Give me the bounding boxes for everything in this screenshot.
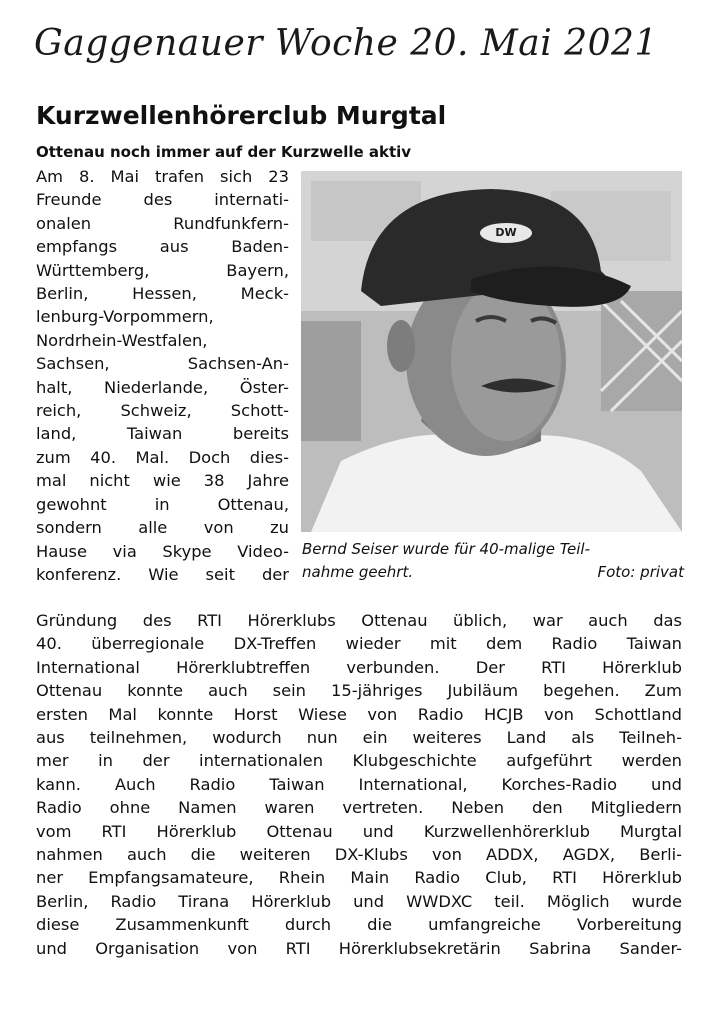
text-line: und Organisation von RTI Hörerklubsekretärin Sabrina Sander-	[36, 938, 682, 958]
article-headline: Kurzwellenhörerclub Murgtal	[36, 101, 447, 130]
article-subheadline: Ottenau noch immer auf der Kurzwelle aktiv	[36, 143, 412, 161]
text-line: Freunde des internati-	[36, 190, 289, 210]
photo-caption	[302, 538, 684, 584]
text-line: gewohnt in Ottenau,	[36, 494, 289, 514]
text-line: Radio ohne Namen waren vertreten. Neben den Mitgliedern	[36, 798, 682, 818]
photo-credit: Foto: privat	[597, 563, 684, 581]
text-line: Berlin, Radio Tirana Hörerklub und WWDXC teil. Möglich wurde	[36, 891, 682, 911]
article-body-narrow-column	[36, 165, 289, 586]
text-line: mer in der internationalen Klubgeschichte aufgeführt werden	[36, 751, 682, 771]
caption-line-2: nahme geehrt.	[302, 563, 414, 581]
text-line: kann. Auch Radio Taiwan International, Korches-Radio und	[36, 774, 682, 794]
text-line: Berlin, Hessen, Meck-	[36, 284, 289, 304]
text-line: ersten Mal konnte Horst Wiese von Radio HCJB von Schottland	[36, 704, 682, 724]
text-line: lenburg-Vorpommern,	[36, 307, 214, 327]
text-line: sondern alle von zu	[36, 518, 289, 538]
text-line: Sachsen, Sachsen-An-	[36, 354, 289, 374]
text-line: diese Zusammenkunft durch die umfangreiche Vorbereitung	[36, 915, 682, 935]
text-line: empfangs aus Baden-	[36, 237, 289, 257]
text-line: mal nicht wie 38 Jahre	[36, 471, 289, 491]
text-line: konferenz. Wie seit der	[36, 564, 289, 584]
text-line: land, Taiwan bereits	[36, 424, 289, 444]
text-line: Nordrhein-Westfalen,	[36, 330, 208, 350]
text-line: zum 40. Mal. Doch dies-	[36, 447, 289, 467]
caption-line-1: Bernd Seiser wurde für 40-malige Teil-	[302, 540, 591, 558]
article-body-wide-column	[36, 609, 682, 960]
text-line: reich, Schweiz, Schott-	[36, 401, 289, 421]
text-line: Württemberg, Bayern,	[36, 260, 289, 280]
newspaper-masthead: Gaggenauer Woche 20. Mai 2021	[34, 23, 658, 64]
text-line: Ottenau konnte auch sein 15-jähriges Jubiläum begehen. Zum	[36, 681, 682, 701]
text-line: Hause via Skype Video-	[36, 541, 289, 561]
text-line: ner Empfangsamateure, Rhein Main Radio Club, RTI Hörerklub	[36, 868, 682, 888]
text-line: onalen Rundfunkfern-	[36, 213, 289, 233]
cap-logo: DW	[495, 226, 517, 239]
text-line: aus teilnehmen, wodurch nun ein weiteres Land als Teilneh-	[36, 728, 682, 748]
text-line: nahmen auch die weiteren DX-Klubs von ADDX, AGDX, Berli-	[36, 845, 682, 865]
text-line: halt, Niederlande, Öster-	[36, 377, 289, 397]
text-line: vom RTI Hörerklub Ottenau und Kurzwellenhörerklub Murgtal	[36, 821, 682, 841]
portrait-photo	[301, 171, 682, 532]
text-line: Gründung des RTI Hörerklubs Ottenau üblich, war auch das	[36, 611, 682, 630]
text-line: Am 8. Mai trafen sich 23	[36, 167, 289, 186]
text-line: 40. überregionale DX-Treffen wieder mit dem Radio Taiwan	[36, 634, 682, 654]
text-line: International Hörerklubtreffen verbunden. Der RTI Hörerklub	[36, 657, 682, 677]
